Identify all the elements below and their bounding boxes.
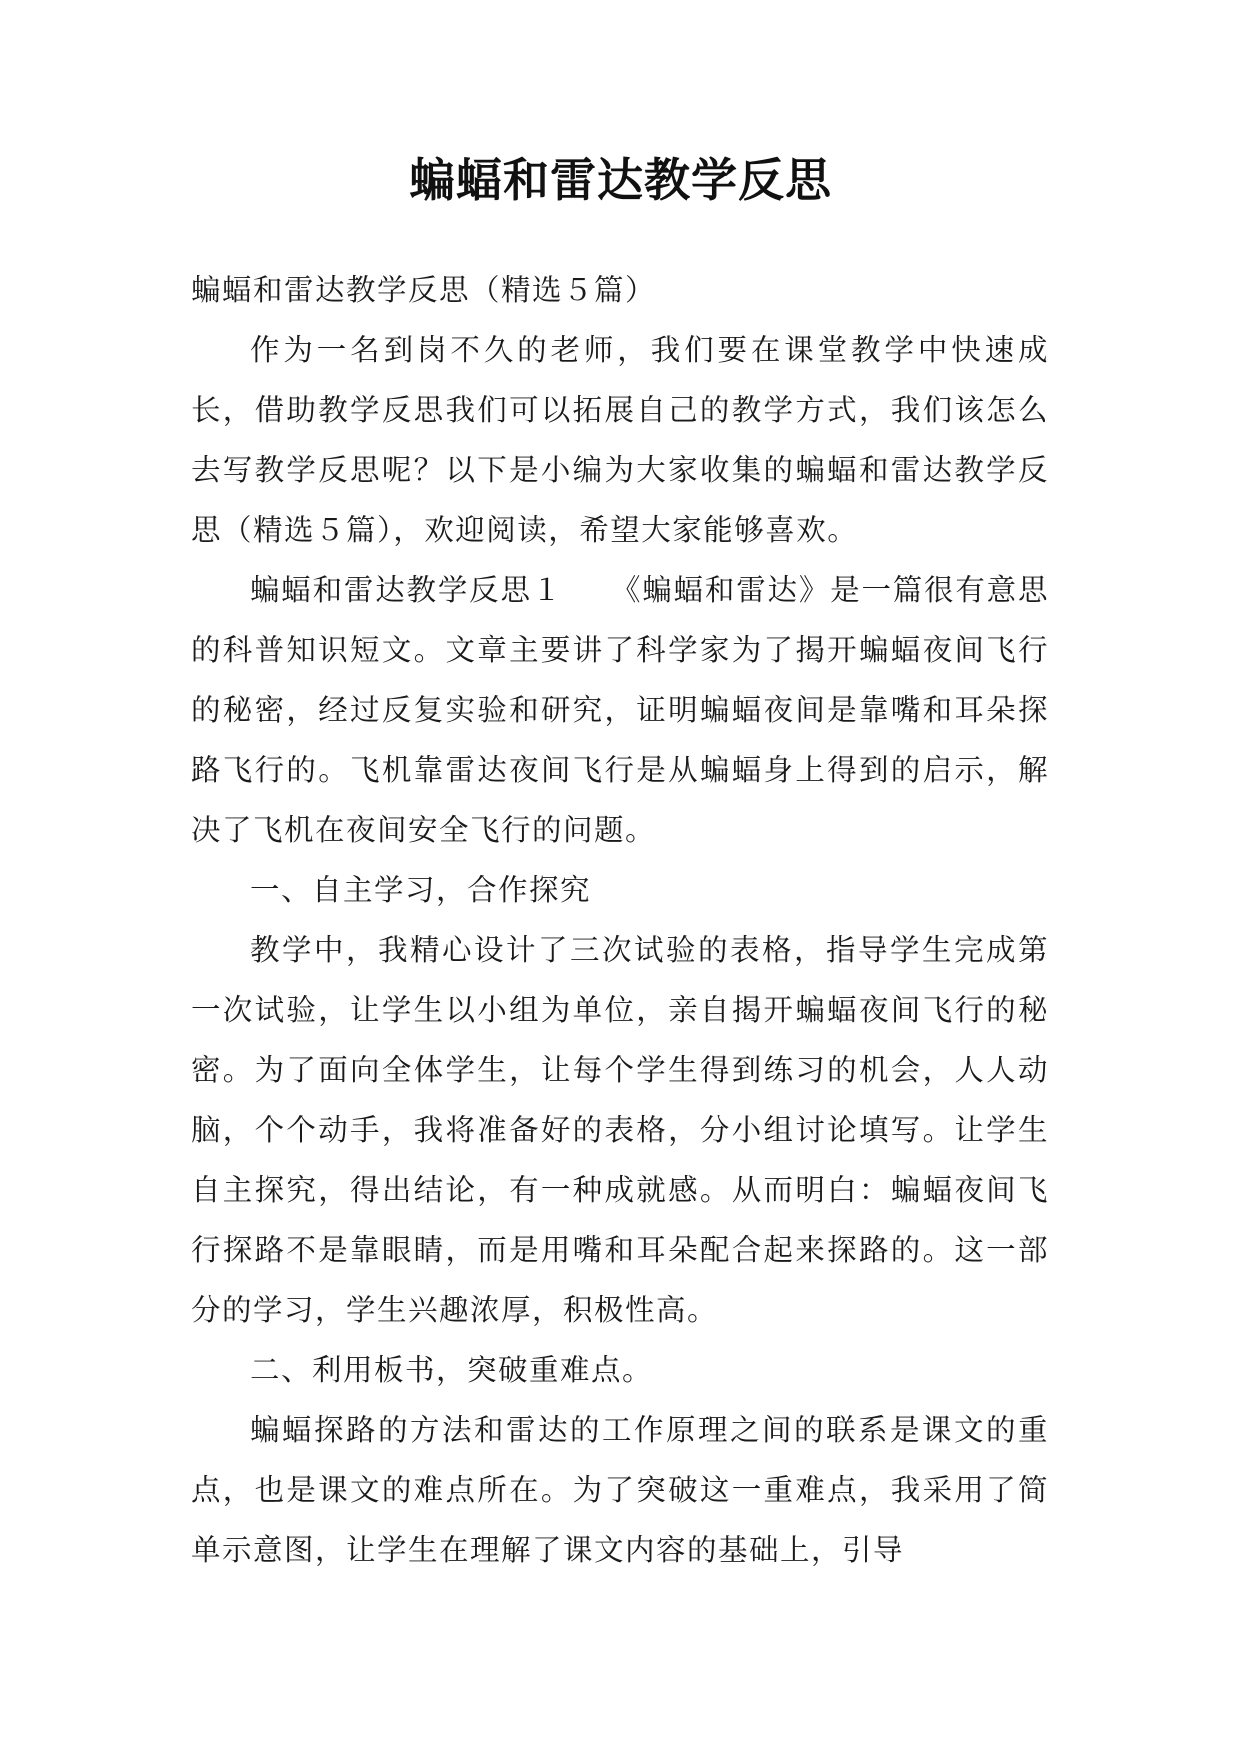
section-heading-2: 二、利用板书，突破重难点。 — [250, 1353, 654, 1387]
section-1-paragraph: 教学中，我精心设计了三次试验的表格，指导学生完成第一次试验，让学生以小组为单位，亲自揭开蝙蝠夜间飞行的秘密。为了面向全体学生，让每个学生得到练习的机会，人人动脑，个个动手，我将准备好的表格，分小组讨论填写。让学生自主探究，得出结论，有一种成就感。从而明白：蝙蝠夜间飞行探路不是靠眼睛，而是用嘴和耳朵配合起来探路的。这一部分的学习，学生兴趣浓厚，积极性高。 — [191, 933, 1049, 1327]
document-body — [191, 260, 1049, 1580]
intro-paragraph: 作为一名到岗不久的老师，我们要在课堂教学中快速成长，借助教学反思我们可以拓展自己的教学方式，我们该怎么去写教学反思呢？以下是小编为大家收集的蝙蝠和雷达教学反思（精选５篇），欢迎阅读，希望大家能够喜欢。 — [191, 333, 1049, 547]
section-2-paragraph: 蝙蝠探路的方法和雷达的工作原理之间的联系是课文的重点，也是课文的难点所在。为了突破这一重难点，我采用了简单示意图，让学生在理解了课文内容的基础上，引导 — [191, 1413, 1049, 1567]
reflection-1-paragraph: 蝙蝠和雷达教学反思１ 《蝙蝠和雷达》是一篇很有意思的科普知识短文。文章主要讲了科学家为了揭开蝙蝠夜间飞行的秘密，经过反复实验和研究，证明蝙蝠夜间是靠嘴和耳朵探路飞行的。飞机靠雷达夜间飞行是从蝙蝠身上得到的启示，解决了飞机在夜间安全飞行的问题。 — [191, 573, 1049, 847]
section-heading-1: 一、自主学习，合作探究 — [250, 873, 592, 907]
document-title: 蝙蝠和雷达教学反思 — [409, 153, 832, 207]
subtitle-paragraph: 蝙蝠和雷达教学反思（精选５篇） — [191, 273, 657, 307]
